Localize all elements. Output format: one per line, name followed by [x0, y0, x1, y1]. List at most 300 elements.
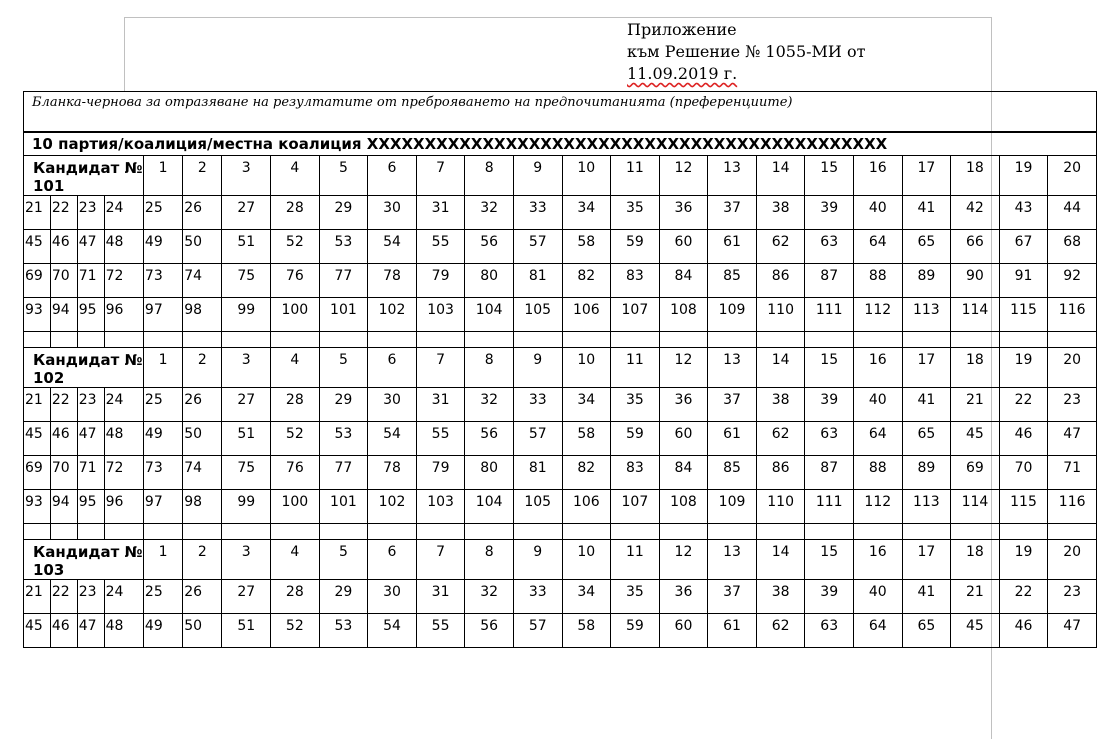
- preference-number-cell: 39: [805, 196, 854, 230]
- preference-number-cell: 55: [416, 614, 465, 648]
- empty-cell: [999, 332, 1048, 348]
- empty-cell: [416, 332, 465, 348]
- empty-cell: [853, 332, 902, 348]
- preference-number-cell: 94: [50, 490, 77, 524]
- preference-number-cell: 34: [562, 196, 611, 230]
- preference-number-cell: 63: [805, 230, 854, 264]
- preference-number-cell: 18: [951, 348, 1000, 388]
- preference-number-cell: 32: [465, 388, 514, 422]
- preference-number-cell: 31: [416, 196, 465, 230]
- preference-number-cell: 25: [143, 580, 182, 614]
- preference-number-cell: 34: [562, 580, 611, 614]
- preference-number-cell: 14: [756, 540, 805, 580]
- preference-number-cell: 46: [999, 422, 1048, 456]
- preference-number-cell: 64: [853, 422, 902, 456]
- preference-number-cell: 79: [416, 456, 465, 490]
- preference-number-cell: 7: [416, 348, 465, 388]
- preference-number-cell: 8: [465, 156, 514, 196]
- preference-number-cell: 40: [853, 196, 902, 230]
- preference-number-cell: 47: [1048, 422, 1097, 456]
- preference-number-cell: 97: [143, 298, 182, 332]
- preference-number-cell: 21: [24, 580, 51, 614]
- empty-cell: [708, 524, 757, 540]
- preference-number-cell: 47: [77, 230, 104, 264]
- preference-number-cell: 36: [659, 580, 708, 614]
- preference-number-cell: 29: [319, 388, 368, 422]
- preference-number-cell: 48: [104, 230, 143, 264]
- empty-cell: [77, 524, 104, 540]
- preference-number-cell: 66: [951, 230, 1000, 264]
- preference-number-cell: 17: [902, 348, 951, 388]
- preference-number-cell: 61: [708, 230, 757, 264]
- preference-number-cell: 2: [183, 540, 222, 580]
- preference-number-cell: 114: [951, 298, 1000, 332]
- preference-number-cell: 59: [611, 230, 660, 264]
- empty-cell: [183, 332, 222, 348]
- preference-number-cell: 56: [465, 614, 514, 648]
- preference-number-cell: 70: [50, 456, 77, 490]
- preference-number-cell: 65: [902, 230, 951, 264]
- empty-cell: [659, 332, 708, 348]
- preference-number-cell: 96: [104, 490, 143, 524]
- preference-number-cell: 78: [368, 456, 417, 490]
- preference-number-cell: 62: [756, 230, 805, 264]
- preference-number-cell: 50: [183, 230, 222, 264]
- preference-number-cell: 75: [222, 264, 271, 298]
- preference-number-cell: 47: [1048, 614, 1097, 648]
- preference-number-cell: 65: [902, 422, 951, 456]
- preference-number-cell: 94: [50, 298, 77, 332]
- preference-number-cell: 28: [271, 580, 320, 614]
- preference-number-cell: 81: [513, 264, 562, 298]
- empty-cell: [143, 332, 182, 348]
- preference-number-cell: 14: [756, 156, 805, 196]
- preference-number-cell: 84: [659, 264, 708, 298]
- preference-number-cell: 62: [756, 614, 805, 648]
- preference-number-cell: 8: [465, 540, 514, 580]
- preference-number-cell: 1: [143, 156, 182, 196]
- preference-number-cell: 93: [24, 490, 51, 524]
- empty-cell: [902, 332, 951, 348]
- preference-row: [24, 456, 1097, 490]
- preference-number-cell: 73: [143, 456, 182, 490]
- preference-row: [24, 490, 1097, 524]
- preference-number-cell: 33: [513, 580, 562, 614]
- preference-number-cell: 11: [611, 348, 660, 388]
- preference-number-cell: 75: [222, 456, 271, 490]
- preference-number-cell: 102: [368, 298, 417, 332]
- empty-cell: [562, 524, 611, 540]
- preference-number-cell: 89: [902, 456, 951, 490]
- preference-row: [24, 580, 1097, 614]
- preference-number-cell: 20: [1048, 540, 1097, 580]
- preference-number-cell: 5: [319, 540, 368, 580]
- preference-number-cell: 31: [416, 580, 465, 614]
- preference-number-cell: 77: [319, 456, 368, 490]
- preference-number-cell: 84: [659, 456, 708, 490]
- preference-number-cell: 53: [319, 614, 368, 648]
- preference-number-cell: 54: [368, 614, 417, 648]
- preference-number-cell: 53: [319, 230, 368, 264]
- preference-number-cell: 34: [562, 388, 611, 422]
- spacer-row: [24, 524, 1097, 540]
- preference-number-cell: 111: [805, 490, 854, 524]
- preference-number-cell: 49: [143, 422, 182, 456]
- preference-number-cell: 12: [659, 540, 708, 580]
- empty-cell: [513, 332, 562, 348]
- preference-number-cell: 64: [853, 614, 902, 648]
- empty-cell: [1048, 524, 1097, 540]
- preference-number-cell: 3: [222, 156, 271, 196]
- preference-number-cell: 95: [77, 298, 104, 332]
- preference-number-cell: 40: [853, 580, 902, 614]
- preference-number-cell: 104: [465, 298, 514, 332]
- preference-number-cell: 78: [368, 264, 417, 298]
- preference-number-cell: 114: [951, 490, 1000, 524]
- preference-number-cell: 19: [999, 540, 1048, 580]
- preference-number-cell: 51: [222, 614, 271, 648]
- preference-number-cell: 58: [562, 230, 611, 264]
- preference-number-cell: 47: [77, 422, 104, 456]
- preference-number-cell: 90: [951, 264, 1000, 298]
- empty-cell: [756, 524, 805, 540]
- preference-row: [24, 388, 1097, 422]
- preference-number-cell: 10: [562, 540, 611, 580]
- appendix-block: [627, 19, 865, 85]
- preference-number-cell: 29: [319, 580, 368, 614]
- empty-cell: [50, 524, 77, 540]
- preference-number-cell: 29: [319, 196, 368, 230]
- preference-number-cell: 45: [24, 422, 51, 456]
- preference-number-cell: 68: [1048, 230, 1097, 264]
- preference-number-cell: 46: [999, 614, 1048, 648]
- preference-number-cell: 77: [319, 264, 368, 298]
- candidate-label: Кандидат № 101: [24, 156, 144, 196]
- preference-number-cell: 58: [562, 422, 611, 456]
- preference-number-cell: 2: [183, 348, 222, 388]
- preference-number-cell: 24: [104, 388, 143, 422]
- preference-number-cell: 26: [183, 388, 222, 422]
- preference-number-cell: 36: [659, 388, 708, 422]
- preference-number-cell: 39: [805, 580, 854, 614]
- preference-number-cell: 107: [611, 298, 660, 332]
- preference-number-cell: 104: [465, 490, 514, 524]
- preference-number-cell: 11: [611, 540, 660, 580]
- spacer-row: [24, 332, 1097, 348]
- empty-cell: [183, 524, 222, 540]
- preference-number-cell: 100: [271, 490, 320, 524]
- preference-number-cell: 36: [659, 196, 708, 230]
- preference-number-cell: 1: [143, 348, 182, 388]
- preference-number-cell: 105: [513, 490, 562, 524]
- preference-number-cell: 33: [513, 196, 562, 230]
- appendix-line-2: към Решение № 1055-МИ от: [627, 42, 866, 61]
- empty-cell: [756, 332, 805, 348]
- preference-number-cell: 57: [513, 230, 562, 264]
- preference-number-cell: 69: [24, 456, 51, 490]
- candidate-header-row: [24, 156, 1097, 196]
- preference-number-cell: 102: [368, 490, 417, 524]
- preference-number-cell: 37: [708, 580, 757, 614]
- preference-number-cell: 103: [416, 490, 465, 524]
- preference-number-cell: 76: [271, 264, 320, 298]
- preference-number-cell: 13: [708, 348, 757, 388]
- candidate-label: Кандидат № 102: [24, 348, 144, 388]
- empty-cell: [465, 524, 514, 540]
- preference-number-cell: 5: [319, 348, 368, 388]
- preference-number-cell: 38: [756, 580, 805, 614]
- preference-row: [24, 614, 1097, 648]
- preference-number-cell: 6: [368, 156, 417, 196]
- preference-number-cell: 85: [708, 456, 757, 490]
- preference-number-cell: 30: [368, 196, 417, 230]
- preference-number-cell: 35: [611, 196, 660, 230]
- preference-number-cell: 17: [902, 540, 951, 580]
- preference-number-cell: 45: [951, 614, 1000, 648]
- preference-number-cell: 15: [805, 540, 854, 580]
- preference-number-cell: 106: [562, 298, 611, 332]
- preference-number-cell: 57: [513, 422, 562, 456]
- empty-cell: [319, 332, 368, 348]
- preference-number-cell: 57: [513, 614, 562, 648]
- preference-number-cell: 27: [222, 196, 271, 230]
- preference-number-cell: 91: [999, 264, 1048, 298]
- preference-number-cell: 4: [271, 348, 320, 388]
- preference-number-cell: 55: [416, 230, 465, 264]
- preference-number-cell: 32: [465, 196, 514, 230]
- preference-number-cell: 71: [1048, 456, 1097, 490]
- preference-number-cell: 18: [951, 540, 1000, 580]
- preference-number-cell: 30: [368, 388, 417, 422]
- preference-number-cell: 5: [319, 156, 368, 196]
- preference-number-cell: 64: [853, 230, 902, 264]
- empty-cell: [319, 524, 368, 540]
- preference-number-cell: 1: [143, 540, 182, 580]
- preference-number-cell: 51: [222, 422, 271, 456]
- preference-number-cell: 2: [183, 156, 222, 196]
- empty-cell: [104, 524, 143, 540]
- preference-number-cell: 60: [659, 230, 708, 264]
- preference-number-cell: 41: [902, 388, 951, 422]
- preference-number-cell: 22: [50, 388, 77, 422]
- preference-number-cell: 63: [805, 422, 854, 456]
- preference-number-cell: 98: [183, 298, 222, 332]
- preference-number-cell: 31: [416, 388, 465, 422]
- preference-row: [24, 422, 1097, 456]
- preference-number-cell: 26: [183, 196, 222, 230]
- preference-number-cell: 4: [271, 156, 320, 196]
- preference-number-cell: 56: [465, 230, 514, 264]
- preference-number-cell: 10: [562, 348, 611, 388]
- preference-number-cell: 23: [77, 580, 104, 614]
- empty-cell: [562, 332, 611, 348]
- preference-number-cell: 99: [222, 298, 271, 332]
- empty-cell: [465, 332, 514, 348]
- preference-number-cell: 15: [805, 156, 854, 196]
- preference-number-cell: 24: [104, 580, 143, 614]
- preference-number-cell: 80: [465, 264, 514, 298]
- preference-number-cell: 21: [24, 388, 51, 422]
- form-title: Бланка-чернова за отразяване на резултатите от преброяването на предпочитанията (преференциите): [24, 92, 1097, 132]
- empty-cell: [951, 524, 1000, 540]
- preference-number-cell: 98: [183, 490, 222, 524]
- preference-number-cell: 86: [756, 456, 805, 490]
- preference-number-cell: 6: [368, 540, 417, 580]
- preference-number-cell: 97: [143, 490, 182, 524]
- empty-cell: [611, 524, 660, 540]
- empty-cell: [1048, 332, 1097, 348]
- preference-number-cell: 30: [368, 580, 417, 614]
- preference-number-cell: 70: [999, 456, 1048, 490]
- preference-number-cell: 23: [77, 388, 104, 422]
- preference-number-cell: 40: [853, 388, 902, 422]
- preference-number-cell: 59: [611, 422, 660, 456]
- preference-number-cell: 26: [183, 580, 222, 614]
- preference-number-cell: 42: [951, 196, 1000, 230]
- preference-number-cell: 80: [465, 456, 514, 490]
- empty-cell: [659, 524, 708, 540]
- preference-number-cell: 25: [143, 196, 182, 230]
- preference-number-cell: 50: [183, 614, 222, 648]
- empty-cell: [50, 332, 77, 348]
- preference-row: [24, 264, 1097, 298]
- preference-number-cell: 46: [50, 614, 77, 648]
- preference-number-cell: 38: [756, 388, 805, 422]
- preference-number-cell: 48: [104, 422, 143, 456]
- preference-number-cell: 46: [50, 230, 77, 264]
- preference-number-cell: 53: [319, 422, 368, 456]
- preference-number-cell: 110: [756, 298, 805, 332]
- preference-number-cell: 105: [513, 298, 562, 332]
- preference-number-cell: 14: [756, 348, 805, 388]
- empty-cell: [805, 524, 854, 540]
- empty-cell: [271, 332, 320, 348]
- preference-number-cell: 99: [222, 490, 271, 524]
- preference-number-cell: 25: [143, 388, 182, 422]
- preference-number-cell: 86: [756, 264, 805, 298]
- preference-number-cell: 115: [999, 490, 1048, 524]
- empty-cell: [222, 332, 271, 348]
- preference-number-cell: 49: [143, 230, 182, 264]
- preference-number-cell: 54: [368, 422, 417, 456]
- preference-row: [24, 298, 1097, 332]
- preference-number-cell: 109: [708, 490, 757, 524]
- preference-number-cell: 21: [951, 580, 1000, 614]
- empty-cell: [271, 524, 320, 540]
- empty-cell: [368, 332, 417, 348]
- preference-number-cell: 88: [853, 456, 902, 490]
- preference-number-cell: 18: [951, 156, 1000, 196]
- preference-number-cell: 38: [756, 196, 805, 230]
- preference-number-cell: 11: [611, 156, 660, 196]
- preference-number-cell: 70: [50, 264, 77, 298]
- preference-number-cell: 88: [853, 264, 902, 298]
- preference-number-cell: 112: [853, 298, 902, 332]
- preference-number-cell: 49: [143, 614, 182, 648]
- preference-number-cell: 87: [805, 264, 854, 298]
- preference-number-cell: 28: [271, 388, 320, 422]
- empty-cell: [805, 332, 854, 348]
- preference-number-cell: 69: [24, 264, 51, 298]
- preference-number-cell: 83: [611, 456, 660, 490]
- preference-number-cell: 60: [659, 422, 708, 456]
- preference-number-cell: 23: [1048, 388, 1097, 422]
- preference-number-cell: 6: [368, 348, 417, 388]
- empty-cell: [853, 524, 902, 540]
- candidate-label: Кандидат № 103: [24, 540, 144, 580]
- preference-number-cell: 28: [271, 196, 320, 230]
- preference-number-cell: 12: [659, 156, 708, 196]
- preference-number-cell: 111: [805, 298, 854, 332]
- preference-number-cell: 3: [222, 348, 271, 388]
- preference-number-cell: 17: [902, 156, 951, 196]
- preference-number-cell: 46: [50, 422, 77, 456]
- preference-number-cell: 59: [611, 614, 660, 648]
- preference-number-cell: 89: [902, 264, 951, 298]
- preference-number-cell: 24: [104, 196, 143, 230]
- preference-number-cell: 22: [999, 388, 1048, 422]
- preference-number-cell: 9: [513, 540, 562, 580]
- preference-number-cell: 113: [902, 490, 951, 524]
- preference-number-cell: 107: [611, 490, 660, 524]
- preference-number-cell: 27: [222, 388, 271, 422]
- preference-number-cell: 72: [104, 456, 143, 490]
- preference-number-cell: 7: [416, 156, 465, 196]
- preference-number-cell: 83: [611, 264, 660, 298]
- preference-number-cell: 9: [513, 348, 562, 388]
- preference-number-cell: 47: [77, 614, 104, 648]
- preference-number-cell: 37: [708, 388, 757, 422]
- preference-number-cell: 21: [24, 196, 51, 230]
- preference-number-cell: 41: [902, 196, 951, 230]
- empty-cell: [104, 332, 143, 348]
- preference-number-cell: 101: [319, 298, 368, 332]
- preference-number-cell: 19: [999, 156, 1048, 196]
- preference-number-cell: 108: [659, 490, 708, 524]
- empty-cell: [951, 332, 1000, 348]
- preference-number-cell: 74: [183, 264, 222, 298]
- preference-number-cell: 71: [77, 264, 104, 298]
- preference-number-cell: 20: [1048, 156, 1097, 196]
- empty-cell: [24, 524, 51, 540]
- preference-number-cell: 35: [611, 580, 660, 614]
- empty-cell: [513, 524, 562, 540]
- preference-number-cell: 79: [416, 264, 465, 298]
- preference-number-cell: 82: [562, 264, 611, 298]
- preference-number-cell: 110: [756, 490, 805, 524]
- preference-row: [24, 196, 1097, 230]
- preference-number-cell: 65: [902, 614, 951, 648]
- preference-number-cell: 116: [1048, 490, 1097, 524]
- preference-number-cell: 22: [999, 580, 1048, 614]
- preference-number-cell: 95: [77, 490, 104, 524]
- preference-number-cell: 115: [999, 298, 1048, 332]
- empty-cell: [368, 524, 417, 540]
- preference-number-cell: 13: [708, 540, 757, 580]
- empty-cell: [77, 332, 104, 348]
- preference-number-cell: 74: [183, 456, 222, 490]
- preference-number-cell: 33: [513, 388, 562, 422]
- preference-number-cell: 3: [222, 540, 271, 580]
- preference-number-cell: 76: [271, 456, 320, 490]
- preference-number-cell: 106: [562, 490, 611, 524]
- preference-row: [24, 230, 1097, 264]
- preference-number-cell: 43: [999, 196, 1048, 230]
- preference-number-cell: 39: [805, 388, 854, 422]
- preference-number-cell: 21: [951, 388, 1000, 422]
- preference-number-cell: 16: [853, 156, 902, 196]
- appendix-line-1: Приложение: [627, 20, 737, 39]
